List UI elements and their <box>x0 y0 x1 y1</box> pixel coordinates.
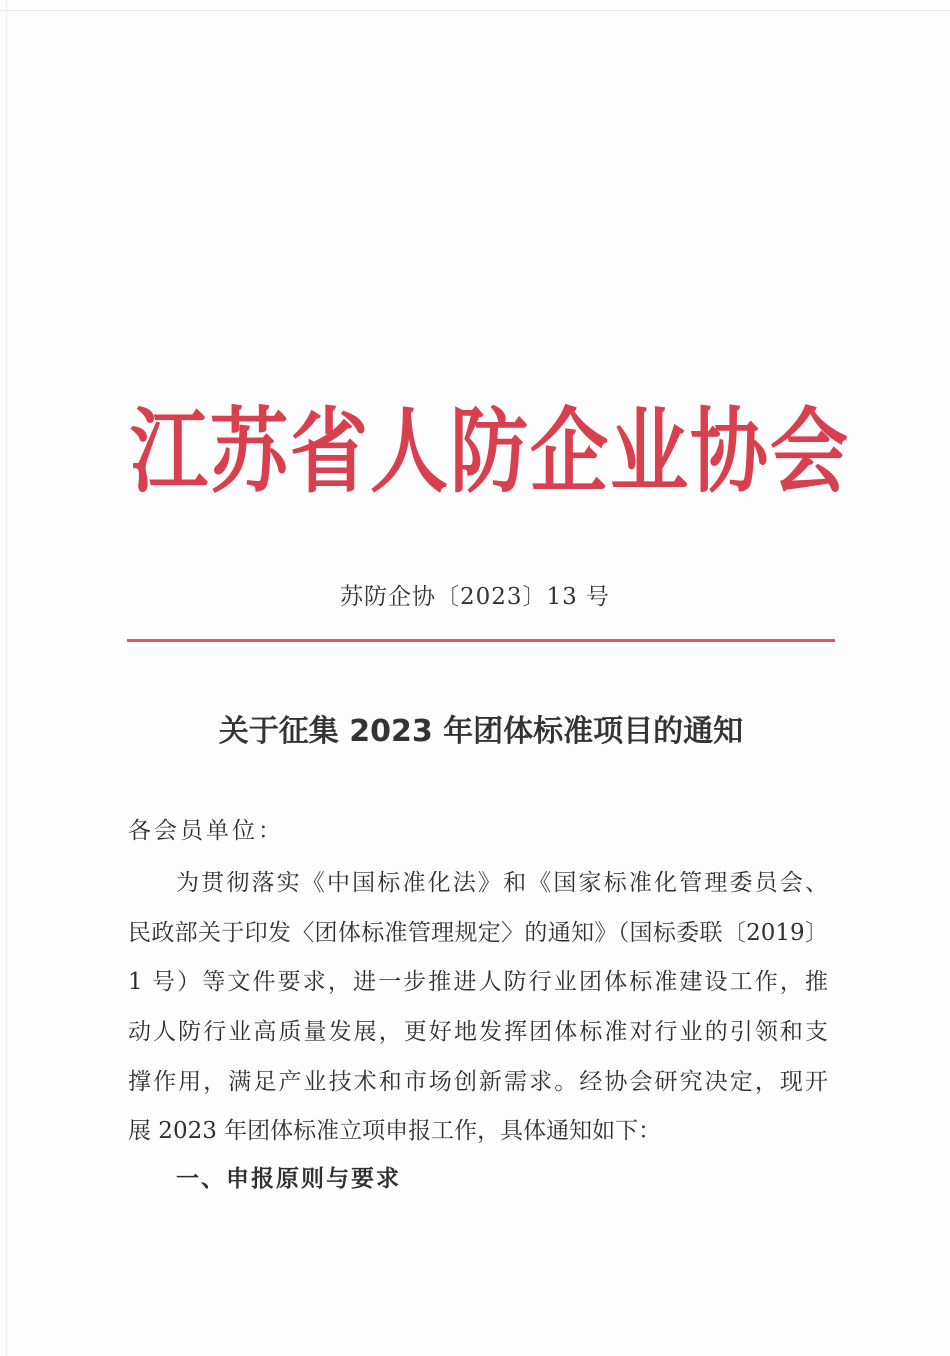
body-line: 撑作用，满足产业技术和市场创新需求。经协会研究决定，现开 <box>128 1069 828 1095</box>
body-line: 民政部关于印发〈团体标准管理规定〉的通知》（国标委联〔2019〕 <box>128 920 828 946</box>
body-line: 展 2023 年团体标准立项申报工作，具体通知如下： <box>128 1118 662 1144</box>
section-heading-1: 一、申报原则与要求 <box>176 1166 401 1192</box>
body-line: 1 号）等文件要求，进一步推进人防行业团体标准建设工作，推 <box>128 969 828 995</box>
letterhead-red-divider <box>127 639 835 642</box>
body-line: 动人防行业高质量发展，更好地发挥团体标准对行业的引领和支 <box>128 1019 828 1045</box>
scan-edge-left <box>6 0 7 1356</box>
notice-title: 关于征集 2023 年团体标准项目的通知 <box>218 714 744 749</box>
body-line: 为贯彻落实《中国标准化法》和《国家标准化管理委员会、 <box>176 870 828 896</box>
document-number: 苏防企协〔2023〕13 号 <box>339 584 611 610</box>
letterhead-org-name: 江苏省人防企业协会 <box>130 398 851 506</box>
salutation: 各会员单位： <box>128 818 284 844</box>
scan-edge-top <box>0 10 950 11</box>
